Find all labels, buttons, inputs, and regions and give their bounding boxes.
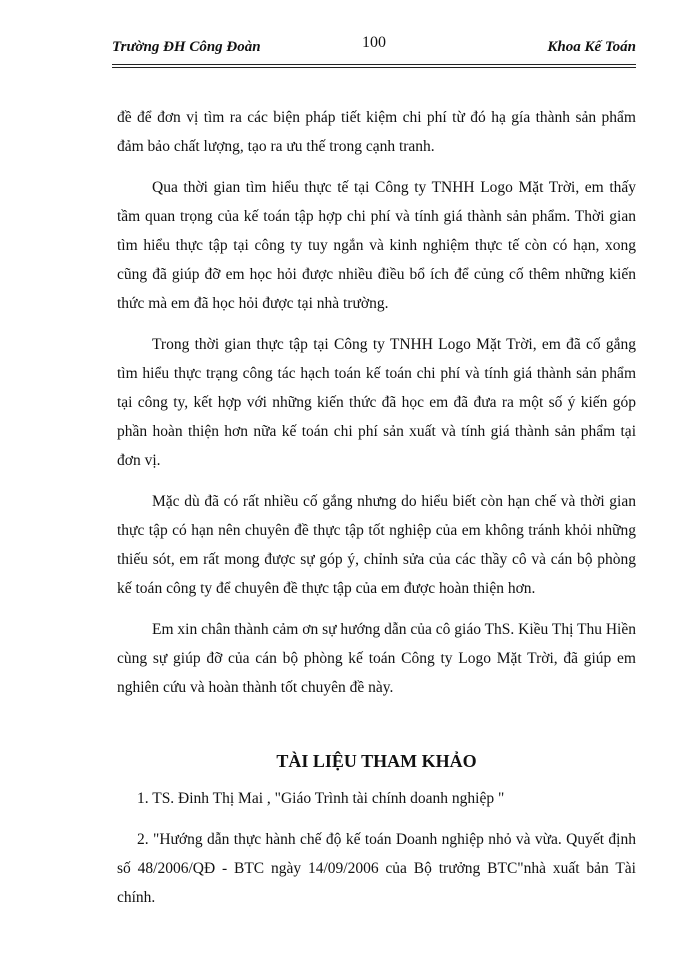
header-university: Trường ĐH Công Đoàn [112,39,261,55]
page-number: 100 [362,34,386,51]
reference-item: 2. "Hướng dẫn thực hành chế độ kế toán Doanh nghiệp nhỏ và vừa. Quyết định số 48/2006/QĐ - BTC ngày 14/09/2006 của Bộ trưởng BTC"nhà xuất bản Tài chính. [117,831,636,906]
paragraph: Qua thời gian tìm hiểu thực tế tại Công ty TNHH Logo Mặt Trời, em thấy tầm quan trọng của kế toán tập hợp chi phí và tính giá thành sản phẩm. Thời gian tìm hiểu thực tập tại công ty tuy ngắn và kinh nghiệm thực tế còn có hạn, xong cũng đã giúp đỡ em học hỏi được nhiều điều bổ ích để củng cố thêm những kiến thức mà em đã học hỏi được tại nhà trường. [117,179,636,312]
reference-item: 1. TS. Đinh Thị Mai , "Giáo Trình tài chính doanh nghiệp " [137,790,505,807]
paragraph: Em xin chân thành cảm ơn sự hướng dẫn của cô giáo ThS. Kiều Thị Thu Hiền cùng sự giúp đỡ của cán bộ phòng kế toán Công ty Logo Mặt Trời, đã giúp em nghiên cứu và hoàn thành tốt chuyên đề này. [117,621,636,696]
references-title: TÀI LIỆU THAM KHẢO [276,751,477,771]
paragraph: Trong thời gian thực tập tại Công ty TNHH Logo Mặt Trời, em đã cố gắng tìm hiểu thực trạng công tác hạch toán kế toán chi phí và tính giá thành sản phẩm tại công ty, kết hợp với những kiến thức đã học em đã đưa ra một số ý kiến góp phần hoàn thiện hơn nữa kế toán chi phí sản xuất và tính giá thành sản phẩm tại đơn vị. [117,336,636,469]
paragraph: Mặc dù đã có rất nhiều cố gắng nhưng do hiểu biết còn hạn chế và thời gian thực tập có hạn nên chuyên đề thực tập tốt nghiệp của em không tránh khỏi những thiếu sót, em rất mong được sự góp ý, chỉnh sửa của các thầy cô và cán bộ phòng kế toán công ty để chuyên đề thực tập của em được hoàn thiện hơn. [117,493,636,597]
paragraph-continuation: đề để đơn vị tìm ra các biện pháp tiết kiệm chi phí từ đó hạ gía thành sản phẩm đảm bảo chất lượng, tạo ra ưu thế trong cạnh tranh. [117,109,636,155]
page-body [117,103,636,924]
header-rule [112,64,636,68]
page-header [112,34,636,64]
header-faculty: Khoa Kế Toán [547,39,636,55]
